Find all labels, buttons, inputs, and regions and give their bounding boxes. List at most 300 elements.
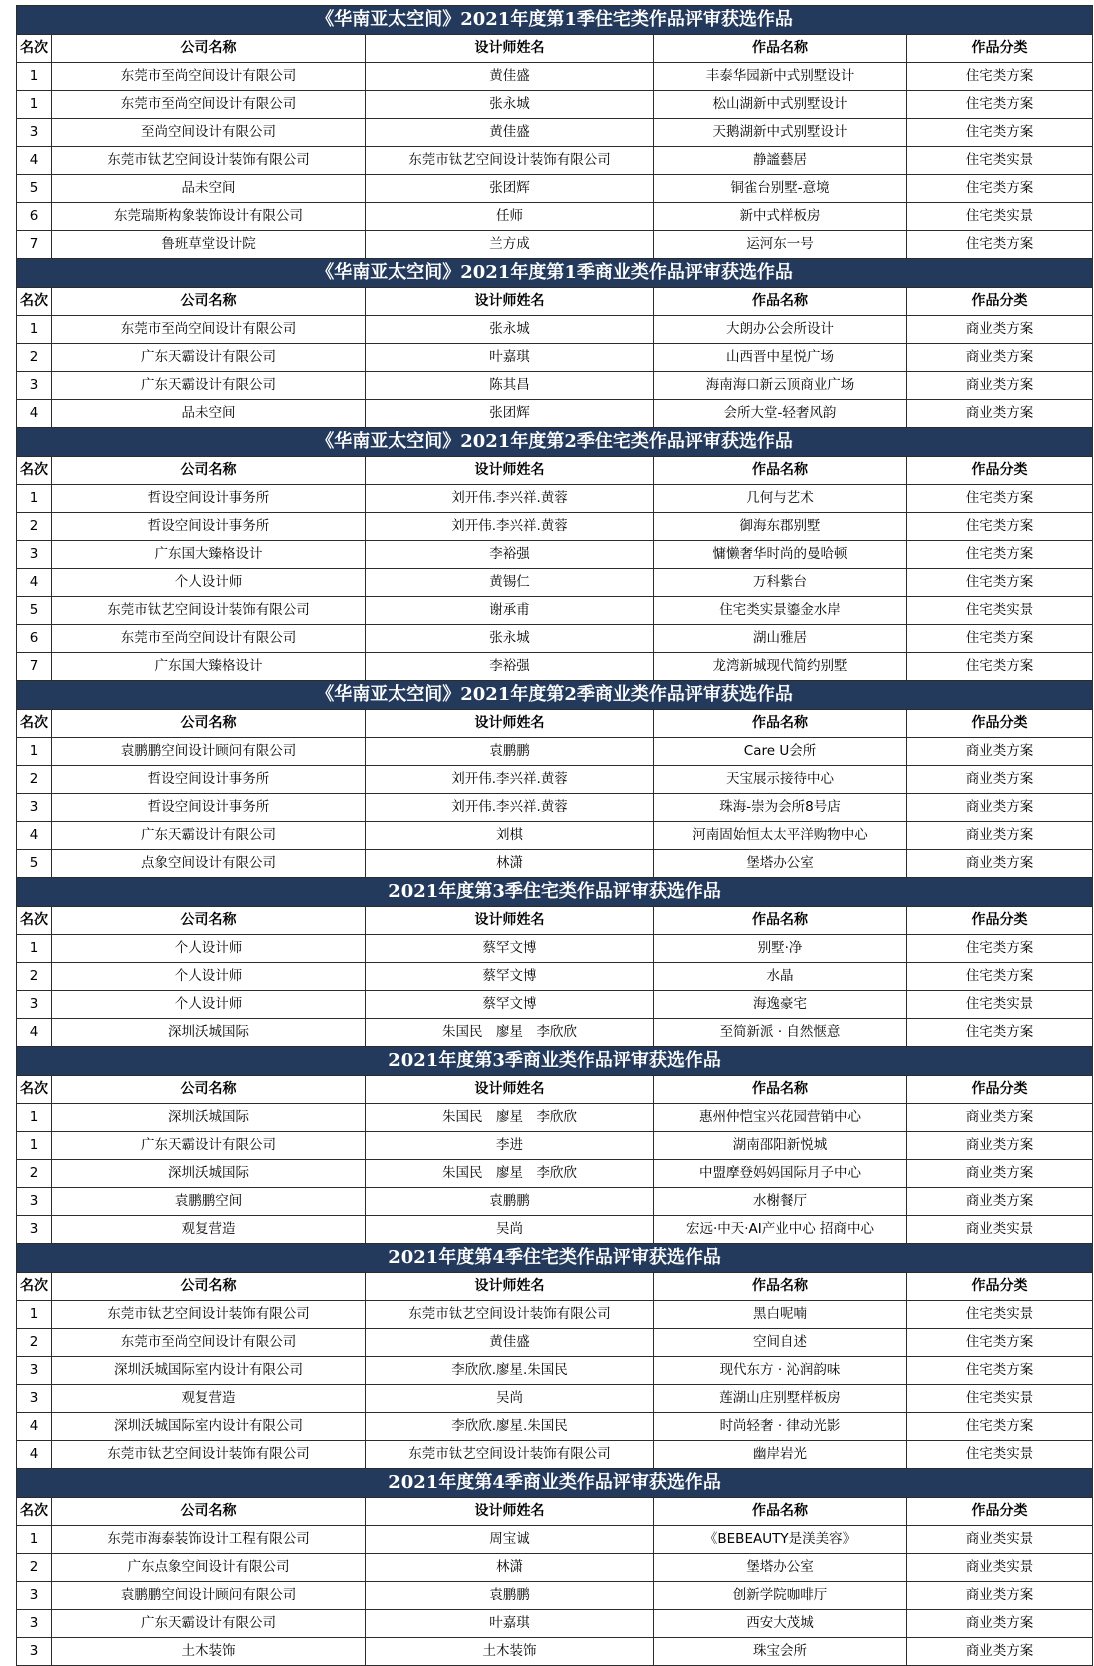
- category-cell: 住宅类实景: [907, 203, 1093, 231]
- column-header-company: 公司名称: [52, 907, 366, 935]
- rank-cell: 1: [17, 1104, 52, 1132]
- section-title: 《华南亚太空间》2021年度第2季住宅类作品评审获选作品: [17, 428, 1093, 457]
- category-cell: 住宅类方案: [907, 963, 1093, 991]
- table-row: [17, 1526, 1093, 1554]
- work-title-cell: 水晶: [654, 963, 907, 991]
- table-row: [17, 822, 1093, 850]
- category-cell: 住宅类方案: [907, 513, 1093, 541]
- work-title-cell: 海南海口新云顶商业广场: [654, 372, 907, 400]
- table-row: [17, 231, 1093, 259]
- work-title-cell: 海逸豪宅: [654, 991, 907, 1019]
- company-cell: 东莞市至尚空间设计有限公司: [52, 91, 366, 119]
- company-cell: 哲设空间设计事务所: [52, 513, 366, 541]
- company-cell: 土木装饰: [52, 1638, 366, 1666]
- designer-cell: 刘开伟.李兴祥.黄蓉: [366, 794, 654, 822]
- category-cell: 住宅类实景: [907, 1385, 1093, 1413]
- designer-cell: 朱国民 廖星 李欣欣: [366, 1019, 654, 1047]
- table-row: [17, 1301, 1093, 1329]
- work-title-cell: 惠州仲恺宝兴花园营销中心: [654, 1104, 907, 1132]
- work-title-cell: 天鹅湖新中式别墅设计: [654, 119, 907, 147]
- table-row: [17, 738, 1093, 766]
- company-cell: 东莞市至尚空间设计有限公司: [52, 1329, 366, 1357]
- category-cell: 商业类方案: [907, 344, 1093, 372]
- designer-cell: 李进: [366, 1132, 654, 1160]
- column-header-company: 公司名称: [52, 457, 366, 485]
- category-cell: 住宅类方案: [907, 1019, 1093, 1047]
- column-header-category: 作品分类: [907, 35, 1093, 63]
- rank-cell: 3: [17, 1610, 52, 1638]
- table-row: [17, 1638, 1093, 1666]
- work-title-cell: 黑白呢喃: [654, 1301, 907, 1329]
- category-cell: 商业类方案: [907, 1132, 1093, 1160]
- section-title: 2021年度第4季商业类作品评审获选作品: [17, 1469, 1093, 1498]
- category-cell: 商业类方案: [907, 850, 1093, 878]
- designer-cell: 东莞市钛艺空间设计装饰有限公司: [366, 1441, 654, 1469]
- column-header-designer: 设计师姓名: [366, 457, 654, 485]
- column-header-designer: 设计师姓名: [366, 710, 654, 738]
- table-row: [17, 653, 1093, 681]
- rank-cell: 4: [17, 569, 52, 597]
- rank-cell: 3: [17, 1385, 52, 1413]
- work-title-cell: 湖南邵阳新悦城: [654, 1132, 907, 1160]
- category-cell: 住宅类实景: [907, 1301, 1093, 1329]
- category-cell: 住宅类方案: [907, 541, 1093, 569]
- company-cell: 东莞市钛艺空间设计装饰有限公司: [52, 147, 366, 175]
- category-cell: 住宅类实景: [907, 597, 1093, 625]
- company-cell: 东莞市钛艺空间设计装饰有限公司: [52, 1301, 366, 1329]
- table-row: [17, 203, 1093, 231]
- designer-cell: 黄锡仁: [366, 569, 654, 597]
- designer-cell: 兰方成: [366, 231, 654, 259]
- column-header-designer: 设计师姓名: [366, 1498, 654, 1526]
- rank-cell: 5: [17, 850, 52, 878]
- work-title-cell: 丰泰华园新中式别墅设计: [654, 63, 907, 91]
- rank-cell: 2: [17, 1554, 52, 1582]
- table-row: [17, 1329, 1093, 1357]
- rank-cell: 4: [17, 1441, 52, 1469]
- category-cell: 住宅类方案: [907, 91, 1093, 119]
- category-cell: 商业类方案: [907, 822, 1093, 850]
- category-cell: 住宅类方案: [907, 119, 1093, 147]
- work-title-cell: 湖山雅居: [654, 625, 907, 653]
- category-cell: 商业类实景: [907, 1526, 1093, 1554]
- company-cell: 东莞市钛艺空间设计装饰有限公司: [52, 1441, 366, 1469]
- table-row: [17, 485, 1093, 513]
- section-title: 《华南亚太空间》2021年度第1季住宅类作品评审获选作品: [17, 6, 1093, 35]
- work-title-cell: 万科紫台: [654, 569, 907, 597]
- table-body: [17, 6, 1093, 1666]
- rank-cell: 3: [17, 1582, 52, 1610]
- designer-cell: 陈其昌: [366, 372, 654, 400]
- rank-cell: 3: [17, 1216, 52, 1244]
- company-cell: 哲设空间设计事务所: [52, 794, 366, 822]
- company-cell: 东莞市海泰装饰设计工程有限公司: [52, 1526, 366, 1554]
- table-row: [17, 766, 1093, 794]
- category-cell: 住宅类方案: [907, 1413, 1093, 1441]
- designer-cell: 林潇: [366, 850, 654, 878]
- table-row: [17, 1188, 1093, 1216]
- work-title-cell: 山西晋中星悦广场: [654, 344, 907, 372]
- category-cell: 商业类方案: [907, 766, 1093, 794]
- company-cell: 至尚空间设计有限公司: [52, 119, 366, 147]
- designer-cell: 李欣欣.廖星.朱国民: [366, 1413, 654, 1441]
- category-cell: 商业类实景: [907, 1216, 1093, 1244]
- column-header-row: [17, 1076, 1093, 1104]
- work-title-cell: 堡塔办公室: [654, 1554, 907, 1582]
- designer-cell: 朱国民 廖星 李欣欣: [366, 1160, 654, 1188]
- company-cell: 袁鹏鹏空间设计顾问有限公司: [52, 738, 366, 766]
- table-row: [17, 1385, 1093, 1413]
- company-cell: 广东天霸设计有限公司: [52, 1610, 366, 1638]
- category-cell: 住宅类方案: [907, 1357, 1093, 1385]
- company-cell: 观复营造: [52, 1385, 366, 1413]
- column-header-category: 作品分类: [907, 1273, 1093, 1301]
- company-cell: 袁鹏鹏空间: [52, 1188, 366, 1216]
- award-results-table: [16, 5, 1093, 1666]
- column-header-work: 作品名称: [654, 1076, 907, 1104]
- work-title-cell: 现代东方 · 沁润韵味: [654, 1357, 907, 1385]
- section-title-row: [17, 259, 1093, 288]
- rank-cell: 7: [17, 653, 52, 681]
- category-cell: 住宅类方案: [907, 653, 1093, 681]
- section-title-row: [17, 428, 1093, 457]
- rank-cell: 1: [17, 91, 52, 119]
- column-header-company: 公司名称: [52, 1498, 366, 1526]
- column-header-designer: 设计师姓名: [366, 907, 654, 935]
- category-cell: 住宅类实景: [907, 991, 1093, 1019]
- designer-cell: 李欣欣.廖星.朱国民: [366, 1357, 654, 1385]
- designer-cell: 谢承甫: [366, 597, 654, 625]
- rank-cell: 3: [17, 1638, 52, 1666]
- rank-cell: 4: [17, 147, 52, 175]
- column-header-rank: 名次: [17, 1076, 52, 1104]
- rank-cell: 4: [17, 400, 52, 428]
- column-header-category: 作品分类: [907, 907, 1093, 935]
- table-row: [17, 1610, 1093, 1638]
- category-cell: 住宅类实景: [907, 1441, 1093, 1469]
- work-title-cell: 新中式样板房: [654, 203, 907, 231]
- designer-cell: 叶嘉琪: [366, 1610, 654, 1638]
- column-header-designer: 设计师姓名: [366, 35, 654, 63]
- designer-cell: 黄佳盛: [366, 119, 654, 147]
- designer-cell: 袁鹏鹏: [366, 738, 654, 766]
- table-row: [17, 597, 1093, 625]
- category-cell: 商业类方案: [907, 400, 1093, 428]
- company-cell: 观复营造: [52, 1216, 366, 1244]
- category-cell: 商业类方案: [907, 1582, 1093, 1610]
- designer-cell: 张永城: [366, 91, 654, 119]
- company-cell: 个人设计师: [52, 569, 366, 597]
- column-header-company: 公司名称: [52, 710, 366, 738]
- company-cell: 个人设计师: [52, 991, 366, 1019]
- work-title-cell: 中盟摩登妈妈国际月子中心: [654, 1160, 907, 1188]
- rank-cell: 1: [17, 738, 52, 766]
- table-row: [17, 119, 1093, 147]
- table-row: [17, 569, 1093, 597]
- section-title: 《华南亚太空间》2021年度第2季商业类作品评审获选作品: [17, 681, 1093, 710]
- work-title-cell: 幽岸岩光: [654, 1441, 907, 1469]
- category-cell: 住宅类方案: [907, 569, 1093, 597]
- column-header-company: 公司名称: [52, 1273, 366, 1301]
- designer-cell: 吴尚: [366, 1385, 654, 1413]
- category-cell: 商业类方案: [907, 1160, 1093, 1188]
- category-cell: 商业类方案: [907, 1104, 1093, 1132]
- table-row: [17, 513, 1093, 541]
- column-header-rank: 名次: [17, 710, 52, 738]
- designer-cell: 东莞市钛艺空间设计装饰有限公司: [366, 147, 654, 175]
- rank-cell: 7: [17, 231, 52, 259]
- company-cell: 鲁班草堂设计院: [52, 231, 366, 259]
- company-cell: 深圳沃城国际: [52, 1019, 366, 1047]
- work-title-cell: 创新学院咖啡厅: [654, 1582, 907, 1610]
- table-row: [17, 1132, 1093, 1160]
- designer-cell: 蔡罕文博: [366, 935, 654, 963]
- table-row: [17, 316, 1093, 344]
- designer-cell: 蔡罕文博: [366, 963, 654, 991]
- work-title-cell: 御海东郡别墅: [654, 513, 907, 541]
- column-header-rank: 名次: [17, 35, 52, 63]
- column-header-work: 作品名称: [654, 710, 907, 738]
- category-cell: 住宅类方案: [907, 175, 1093, 203]
- designer-cell: 黄佳盛: [366, 1329, 654, 1357]
- rank-cell: 2: [17, 1329, 52, 1357]
- column-header-category: 作品分类: [907, 457, 1093, 485]
- work-title-cell: 住宅类实景鎏金水岸: [654, 597, 907, 625]
- table-row: [17, 935, 1093, 963]
- rank-cell: 1: [17, 1301, 52, 1329]
- rank-cell: 6: [17, 203, 52, 231]
- column-header-company: 公司名称: [52, 1076, 366, 1104]
- designer-cell: 刘开伟.李兴祥.黄蓉: [366, 485, 654, 513]
- company-cell: 袁鹏鹏空间设计顾问有限公司: [52, 1582, 366, 1610]
- rank-cell: 2: [17, 963, 52, 991]
- table-row: [17, 991, 1093, 1019]
- column-header-row: [17, 907, 1093, 935]
- column-header-category: 作品分类: [907, 1076, 1093, 1104]
- rank-cell: 3: [17, 119, 52, 147]
- column-header-work: 作品名称: [654, 1498, 907, 1526]
- column-header-work: 作品名称: [654, 35, 907, 63]
- designer-cell: 刘开伟.李兴祥.黄蓉: [366, 513, 654, 541]
- rank-cell: 6: [17, 625, 52, 653]
- column-header-category: 作品分类: [907, 288, 1093, 316]
- section-title-row: [17, 6, 1093, 35]
- section-title: 2021年度第3季商业类作品评审获选作品: [17, 1047, 1093, 1076]
- column-header-row: [17, 457, 1093, 485]
- work-title-cell: 松山湖新中式别墅设计: [654, 91, 907, 119]
- column-header-category: 作品分类: [907, 710, 1093, 738]
- category-cell: 商业类方案: [907, 794, 1093, 822]
- company-cell: 广东天霸设计有限公司: [52, 344, 366, 372]
- company-cell: 东莞市至尚空间设计有限公司: [52, 625, 366, 653]
- table-row: [17, 1019, 1093, 1047]
- column-header-rank: 名次: [17, 1273, 52, 1301]
- designer-cell: 东莞市钛艺空间设计装饰有限公司: [366, 1301, 654, 1329]
- rank-cell: 1: [17, 1132, 52, 1160]
- rank-cell: 2: [17, 344, 52, 372]
- section-title: 《华南亚太空间》2021年度第1季商业类作品评审获选作品: [17, 259, 1093, 288]
- rank-cell: 1: [17, 485, 52, 513]
- table-row: [17, 1160, 1093, 1188]
- table-row: [17, 175, 1093, 203]
- work-title-cell: 莲湖山庄别墅样板房: [654, 1385, 907, 1413]
- work-title-cell: 静謐藝居: [654, 147, 907, 175]
- column-header-rank: 名次: [17, 1498, 52, 1526]
- rank-cell: 1: [17, 935, 52, 963]
- work-title-cell: 天宝展示接待中心: [654, 766, 907, 794]
- category-cell: 住宅类实景: [907, 147, 1093, 175]
- category-cell: 住宅类方案: [907, 625, 1093, 653]
- table-row: [17, 963, 1093, 991]
- work-title-cell: 堡塔办公室: [654, 850, 907, 878]
- category-cell: 商业类方案: [907, 1610, 1093, 1638]
- company-cell: 广东天霸设计有限公司: [52, 822, 366, 850]
- rank-cell: 2: [17, 513, 52, 541]
- designer-cell: 黄佳盛: [366, 63, 654, 91]
- designer-cell: 张团辉: [366, 175, 654, 203]
- rank-cell: 3: [17, 541, 52, 569]
- company-cell: 哲设空间设计事务所: [52, 485, 366, 513]
- company-cell: 品未空间: [52, 175, 366, 203]
- column-header-row: [17, 35, 1093, 63]
- table-row: [17, 372, 1093, 400]
- section-title-row: [17, 1047, 1093, 1076]
- table-row: [17, 1441, 1093, 1469]
- work-title-cell: 几何与艺术: [654, 485, 907, 513]
- company-cell: 品未空间: [52, 400, 366, 428]
- designer-cell: 刘棋: [366, 822, 654, 850]
- company-cell: 深圳沃城国际: [52, 1160, 366, 1188]
- table-row: [17, 794, 1093, 822]
- column-header-designer: 设计师姓名: [366, 1076, 654, 1104]
- work-title-cell: 河南固始恒太太平洋购物中心: [654, 822, 907, 850]
- category-cell: 住宅类方案: [907, 63, 1093, 91]
- category-cell: 商业类方案: [907, 372, 1093, 400]
- rank-cell: 1: [17, 316, 52, 344]
- rank-cell: 3: [17, 794, 52, 822]
- work-title-cell: 会所大堂-轻奢风韵: [654, 400, 907, 428]
- designer-cell: 周宝诚: [366, 1526, 654, 1554]
- table-row: [17, 850, 1093, 878]
- category-cell: 商业类方案: [907, 738, 1093, 766]
- work-title-cell: Care U会所: [654, 738, 907, 766]
- column-header-work: 作品名称: [654, 288, 907, 316]
- company-cell: 深圳沃城国际: [52, 1104, 366, 1132]
- category-cell: 商业类方案: [907, 316, 1093, 344]
- rank-cell: 1: [17, 1526, 52, 1554]
- rank-cell: 1: [17, 63, 52, 91]
- category-cell: 住宅类方案: [907, 485, 1093, 513]
- rank-cell: 4: [17, 1413, 52, 1441]
- work-title-cell: 《BEBEAUTY是渼美容》: [654, 1526, 907, 1554]
- table-row: [17, 1104, 1093, 1132]
- work-title-cell: 至简新派 · 自然惬意: [654, 1019, 907, 1047]
- company-cell: 深圳沃城国际室内设计有限公司: [52, 1357, 366, 1385]
- table-row: [17, 541, 1093, 569]
- work-title-cell: 运河东一号: [654, 231, 907, 259]
- table-row: [17, 625, 1093, 653]
- work-title-cell: 空间自述: [654, 1329, 907, 1357]
- column-header-rank: 名次: [17, 288, 52, 316]
- company-cell: 个人设计师: [52, 935, 366, 963]
- company-cell: 深圳沃城国际室内设计有限公司: [52, 1413, 366, 1441]
- category-cell: 住宅类方案: [907, 935, 1093, 963]
- company-cell: 广东国大臻格设计: [52, 541, 366, 569]
- designer-cell: 李裕强: [366, 653, 654, 681]
- rank-cell: 2: [17, 766, 52, 794]
- company-cell: 东莞市至尚空间设计有限公司: [52, 63, 366, 91]
- section-title-row: [17, 681, 1093, 710]
- rank-cell: 4: [17, 822, 52, 850]
- table-row: [17, 1554, 1093, 1582]
- column-header-company: 公司名称: [52, 288, 366, 316]
- table-row: [17, 1582, 1093, 1610]
- company-cell: 广东天霸设计有限公司: [52, 372, 366, 400]
- work-title-cell: 大朗办公会所设计: [654, 316, 907, 344]
- designer-cell: 袁鹏鹏: [366, 1582, 654, 1610]
- table-row: [17, 344, 1093, 372]
- section-title: 2021年度第3季住宅类作品评审获选作品: [17, 878, 1093, 907]
- work-title-cell: 铜雀台别墅-意境: [654, 175, 907, 203]
- designer-cell: 土木装饰: [366, 1638, 654, 1666]
- table-row: [17, 91, 1093, 119]
- column-header-designer: 设计师姓名: [366, 1273, 654, 1301]
- rank-cell: 5: [17, 175, 52, 203]
- designer-cell: 林潇: [366, 1554, 654, 1582]
- section-title: 2021年度第4季住宅类作品评审获选作品: [17, 1244, 1093, 1273]
- company-cell: 广东天霸设计有限公司: [52, 1132, 366, 1160]
- rank-cell: 3: [17, 991, 52, 1019]
- company-cell: 广东点象空间设计有限公司: [52, 1554, 366, 1582]
- designer-cell: 张团辉: [366, 400, 654, 428]
- designer-cell: 任师: [366, 203, 654, 231]
- column-header-work: 作品名称: [654, 907, 907, 935]
- category-cell: 住宅类方案: [907, 231, 1093, 259]
- company-cell: 东莞市钛艺空间设计装饰有限公司: [52, 597, 366, 625]
- company-cell: 东莞瑞斯构象装饰设计有限公司: [52, 203, 366, 231]
- section-title-row: [17, 1244, 1093, 1273]
- column-header-designer: 设计师姓名: [366, 288, 654, 316]
- category-cell: 商业类实景: [907, 1554, 1093, 1582]
- work-title-cell: 龙湾新城现代简约别墅: [654, 653, 907, 681]
- company-cell: 东莞市至尚空间设计有限公司: [52, 316, 366, 344]
- work-title-cell: 宏远·中天·AI产业中心 招商中心: [654, 1216, 907, 1244]
- section-title-row: [17, 878, 1093, 907]
- section-title-row: [17, 1469, 1093, 1498]
- designer-cell: 刘开伟.李兴祥.黄蓉: [366, 766, 654, 794]
- designer-cell: 吴尚: [366, 1216, 654, 1244]
- designer-cell: 张永城: [366, 316, 654, 344]
- rank-cell: 3: [17, 1188, 52, 1216]
- column-header-work: 作品名称: [654, 457, 907, 485]
- designer-cell: 蔡罕文博: [366, 991, 654, 1019]
- category-cell: 商业类方案: [907, 1188, 1093, 1216]
- work-title-cell: 别墅·净: [654, 935, 907, 963]
- table-row: [17, 1357, 1093, 1385]
- category-cell: 住宅类方案: [907, 1329, 1093, 1357]
- work-title-cell: 水榭餐厅: [654, 1188, 907, 1216]
- table-row: [17, 1413, 1093, 1441]
- column-header-row: [17, 1498, 1093, 1526]
- rank-cell: 4: [17, 1019, 52, 1047]
- award-results-sheet: [16, 5, 1092, 1666]
- rank-cell: 3: [17, 1357, 52, 1385]
- table-row: [17, 400, 1093, 428]
- designer-cell: 李裕强: [366, 541, 654, 569]
- designer-cell: 袁鹏鹏: [366, 1188, 654, 1216]
- company-cell: 广东国大臻格设计: [52, 653, 366, 681]
- column-header-rank: 名次: [17, 907, 52, 935]
